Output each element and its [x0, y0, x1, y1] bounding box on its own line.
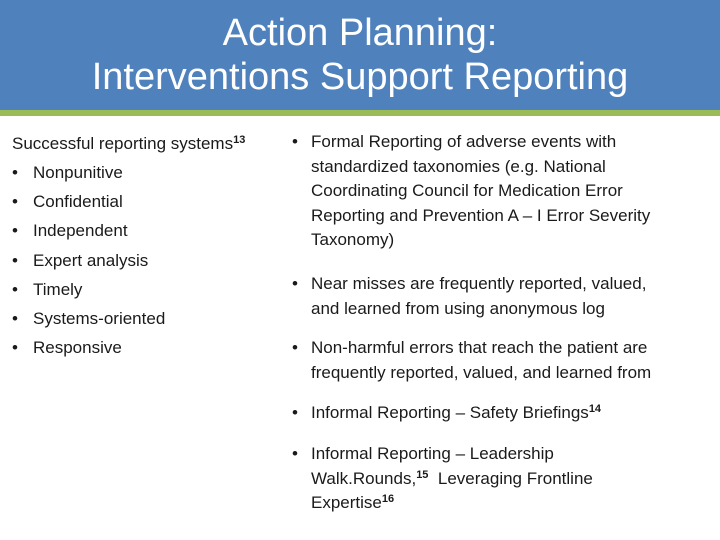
bullet-icon: • [292, 132, 298, 151]
list-item [12, 275, 290, 304]
list-item-text: Timely [33, 279, 83, 299]
success-criteria-list [12, 158, 290, 362]
safety-briefings-item [292, 401, 712, 426]
list-item-text: Responsive [33, 338, 122, 358]
bullet-icon: • [12, 338, 18, 358]
left-heading [12, 129, 290, 158]
title-accent-band [0, 110, 720, 116]
bullet-icon: • [292, 444, 298, 463]
bullet-icon: • [12, 250, 18, 270]
citation: 14 [588, 403, 602, 415]
list-item [12, 246, 290, 275]
bullet-icon: • [12, 309, 18, 329]
item-text: Informal Reporting – Safety Briefings [311, 403, 589, 422]
leadership-walkrounds-item [292, 442, 712, 516]
left-heading-text: Successful reporting systems [12, 134, 234, 153]
item-line: Taxonomy) [311, 230, 395, 249]
citation: 15 [416, 468, 429, 481]
item-text: Expertise [311, 493, 382, 512]
list-item [12, 187, 290, 216]
bullet-icon: • [12, 163, 18, 182]
item-text: Leveraging Frontline [428, 468, 593, 488]
list-item [12, 304, 290, 333]
bullet-icon: • [292, 274, 298, 293]
formal-reporting-item [292, 130, 712, 253]
slide-title-line-2: Interventions Support Reporting [91, 56, 629, 98]
bullet-icon: • [12, 192, 18, 212]
list-item [12, 158, 290, 187]
list-item-text: Independent [33, 221, 128, 241]
list-item-text: Expert analysis [33, 250, 149, 270]
list-item-text: Nonpunitive [33, 163, 123, 182]
list-item-text: Systems-oriented [33, 309, 166, 329]
item-line [311, 401, 712, 426]
list-item [12, 333, 290, 362]
bullet-icon: • [12, 221, 18, 241]
item-line: Non-harmful errors that reach the patient are [311, 338, 648, 357]
list-item [12, 216, 290, 245]
left-heading-citation: 13 [233, 134, 246, 146]
item-line: Formal Reporting of adverse events with [311, 132, 617, 151]
item-line: Reporting and Prevention A – I Error Severity [311, 205, 651, 225]
item-line: Informal Reporting – Leadership [311, 444, 554, 463]
near-misses-item [292, 272, 712, 321]
left-column [12, 129, 290, 362]
item-line: and learned from using anonymous log [311, 298, 605, 318]
citation: 16 [381, 493, 395, 505]
item-line: Near misses are frequently reported, valued, [311, 274, 647, 293]
item-line: standardized taxonomies (e.g. National [311, 156, 606, 176]
title-bar [0, 0, 720, 110]
bullet-icon: • [12, 279, 18, 299]
item-line: Coordinating Council for Medication Error [311, 181, 623, 200]
item-text: Walk.Rounds, [311, 468, 417, 488]
slide-title-line-1: Action Planning: [222, 12, 498, 54]
bullet-icon: • [292, 338, 298, 357]
item-line: frequently reported, valued, and learned from [311, 362, 652, 382]
non-harmful-errors-item [292, 336, 712, 385]
item-line [311, 491, 712, 516]
list-item-text: Confidential [33, 192, 123, 212]
bullet-icon: • [292, 403, 298, 422]
item-line [311, 467, 712, 492]
